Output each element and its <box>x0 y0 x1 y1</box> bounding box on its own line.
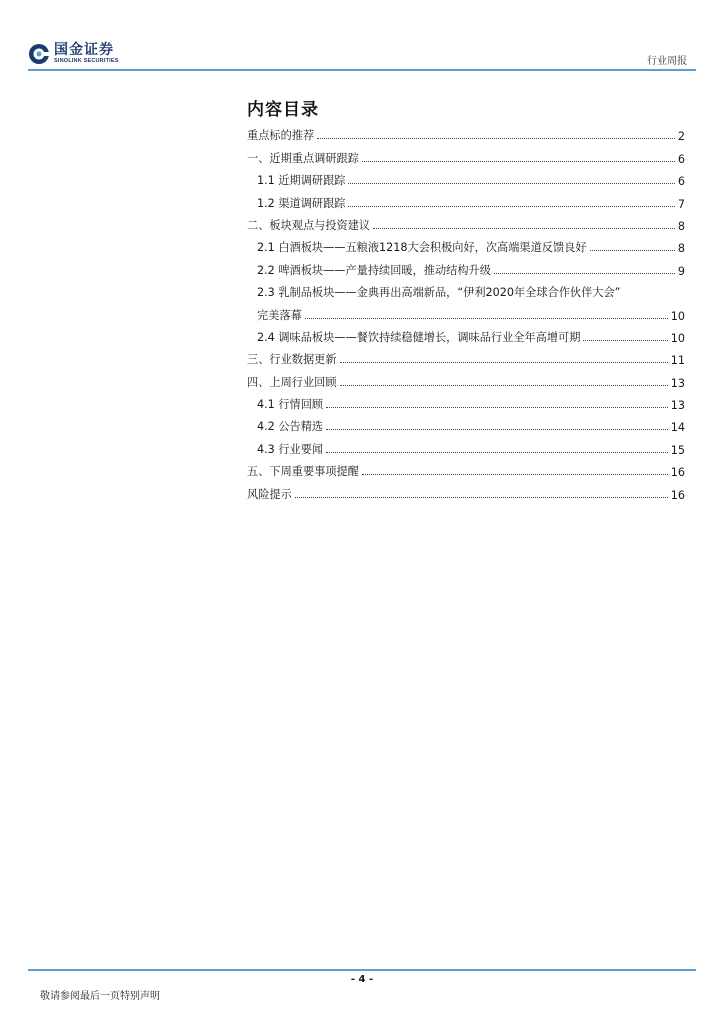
toc-entry[interactable] <box>247 211 685 233</box>
toc-entry-label: 重点标的推荐 <box>247 129 315 143</box>
dot-leader <box>583 340 667 341</box>
dot-leader <box>326 452 668 453</box>
toc-entry-page: 10 <box>670 309 685 323</box>
dot-leader <box>373 228 675 229</box>
table-of-contents <box>247 121 685 502</box>
toc-entry-label: 2.3 乳制品板块——金典再出高端新品，“伊利2020年全球合作伙伴大会” <box>257 286 621 300</box>
toc-entry-page: 16 <box>670 466 685 480</box>
dot-leader <box>362 474 668 475</box>
toc-entry[interactable] <box>247 143 685 165</box>
toc-entry-page: 7 <box>677 197 685 211</box>
toc-entry-label-continued: 完美落幕 <box>257 308 302 322</box>
toc-entry-page: 9 <box>677 264 685 278</box>
page-number: - 4 - <box>350 974 374 985</box>
toc-entry-label: 五、下周重要事项提醒 <box>247 465 359 479</box>
dot-leader <box>362 161 675 162</box>
toc-entry-page: 8 <box>677 219 685 233</box>
toc-title: 内容目录 <box>247 100 319 120</box>
toc-entry[interactable] <box>247 412 685 434</box>
dot-leader <box>590 250 675 251</box>
toc-entry-page: 13 <box>670 399 685 413</box>
dot-leader <box>305 318 668 319</box>
toc-entry-label: 4.2 公告精选 <box>257 420 324 434</box>
toc-entry[interactable] <box>247 367 685 389</box>
dot-leader <box>494 273 675 274</box>
toc-entry-page: 11 <box>670 354 685 368</box>
toc-entry[interactable] <box>247 121 685 143</box>
toc-entry-page: 10 <box>670 331 685 345</box>
toc-entry-label: 风险提示 <box>247 487 292 501</box>
dot-leader <box>326 407 668 408</box>
dot-leader <box>317 138 675 139</box>
toc-entry[interactable] <box>247 457 685 479</box>
dot-leader <box>340 385 668 386</box>
toc-entry-label: 一、近期重点调研跟踪 <box>247 151 359 165</box>
toc-entry[interactable] <box>247 323 685 345</box>
toc-entry[interactable] <box>247 188 685 210</box>
toc-entry-page: 16 <box>670 488 685 502</box>
toc-entry-label: 三、行业数据更新 <box>247 353 337 367</box>
dot-leader <box>348 206 674 207</box>
toc-entry-label: 1.1 近期调研跟踪 <box>257 174 346 188</box>
toc-entry-page: 6 <box>677 152 685 166</box>
toc-entry-page: 6 <box>677 175 685 189</box>
toc-entry[interactable] <box>247 345 685 367</box>
toc-entry-label: 1.2 渠道调研跟踪 <box>257 196 346 210</box>
toc-entry-label: 二、板块观点与投资建议 <box>247 218 371 232</box>
toc-entry-label: 2.4 调味品板块——餐饮持续稳健增长，调味品行业全年高增可期 <box>257 330 581 344</box>
toc-entry-label: 2.1 白酒板块——五粮液1218大会积极向好，次高端渠道反馈良好 <box>257 241 587 255</box>
toc-entry[interactable] <box>247 390 685 412</box>
toc-entry-page: 15 <box>670 443 685 457</box>
dot-leader <box>295 497 668 498</box>
sinolink-logo <box>28 40 119 68</box>
footer-disclaimer: 敬请参阅最后一页特别声明 <box>40 991 160 1002</box>
toc-entry[interactable] <box>247 479 685 501</box>
logo-english-name: SINOLINK SECURITIES <box>54 58 119 65</box>
toc-entry-label: 4.3 行业要闻 <box>257 442 324 456</box>
report-type-label: 行业周报 <box>647 56 687 67</box>
toc-entry[interactable] <box>247 300 685 322</box>
dot-leader <box>326 429 668 430</box>
toc-entry[interactable] <box>247 233 685 255</box>
toc-entry-label: 2.2 啤酒板块——产量持续回暖，推动结构升级 <box>257 263 491 277</box>
dot-leader <box>348 183 674 184</box>
dot-leader <box>340 362 668 363</box>
toc-entry-page: 14 <box>670 421 685 435</box>
toc-entry-label: 4.1 行情回顾 <box>257 398 324 412</box>
toc-entry-page: 2 <box>677 130 685 144</box>
logo-chinese-name: 国金证券 <box>54 42 114 59</box>
toc-entry[interactable] <box>247 255 685 277</box>
toc-entry-page: 13 <box>670 376 685 390</box>
toc-entry[interactable] <box>247 166 685 188</box>
toc-entry-first-line[interactable] <box>247 278 685 300</box>
sinolink-logo-icon <box>28 43 50 65</box>
header-divider <box>28 69 696 71</box>
toc-entry[interactable] <box>247 434 685 456</box>
footer-divider <box>28 969 696 971</box>
page-header <box>0 0 724 72</box>
toc-entry-label: 四、上周行业回顾 <box>247 375 337 389</box>
toc-entry-page: 8 <box>677 242 685 256</box>
